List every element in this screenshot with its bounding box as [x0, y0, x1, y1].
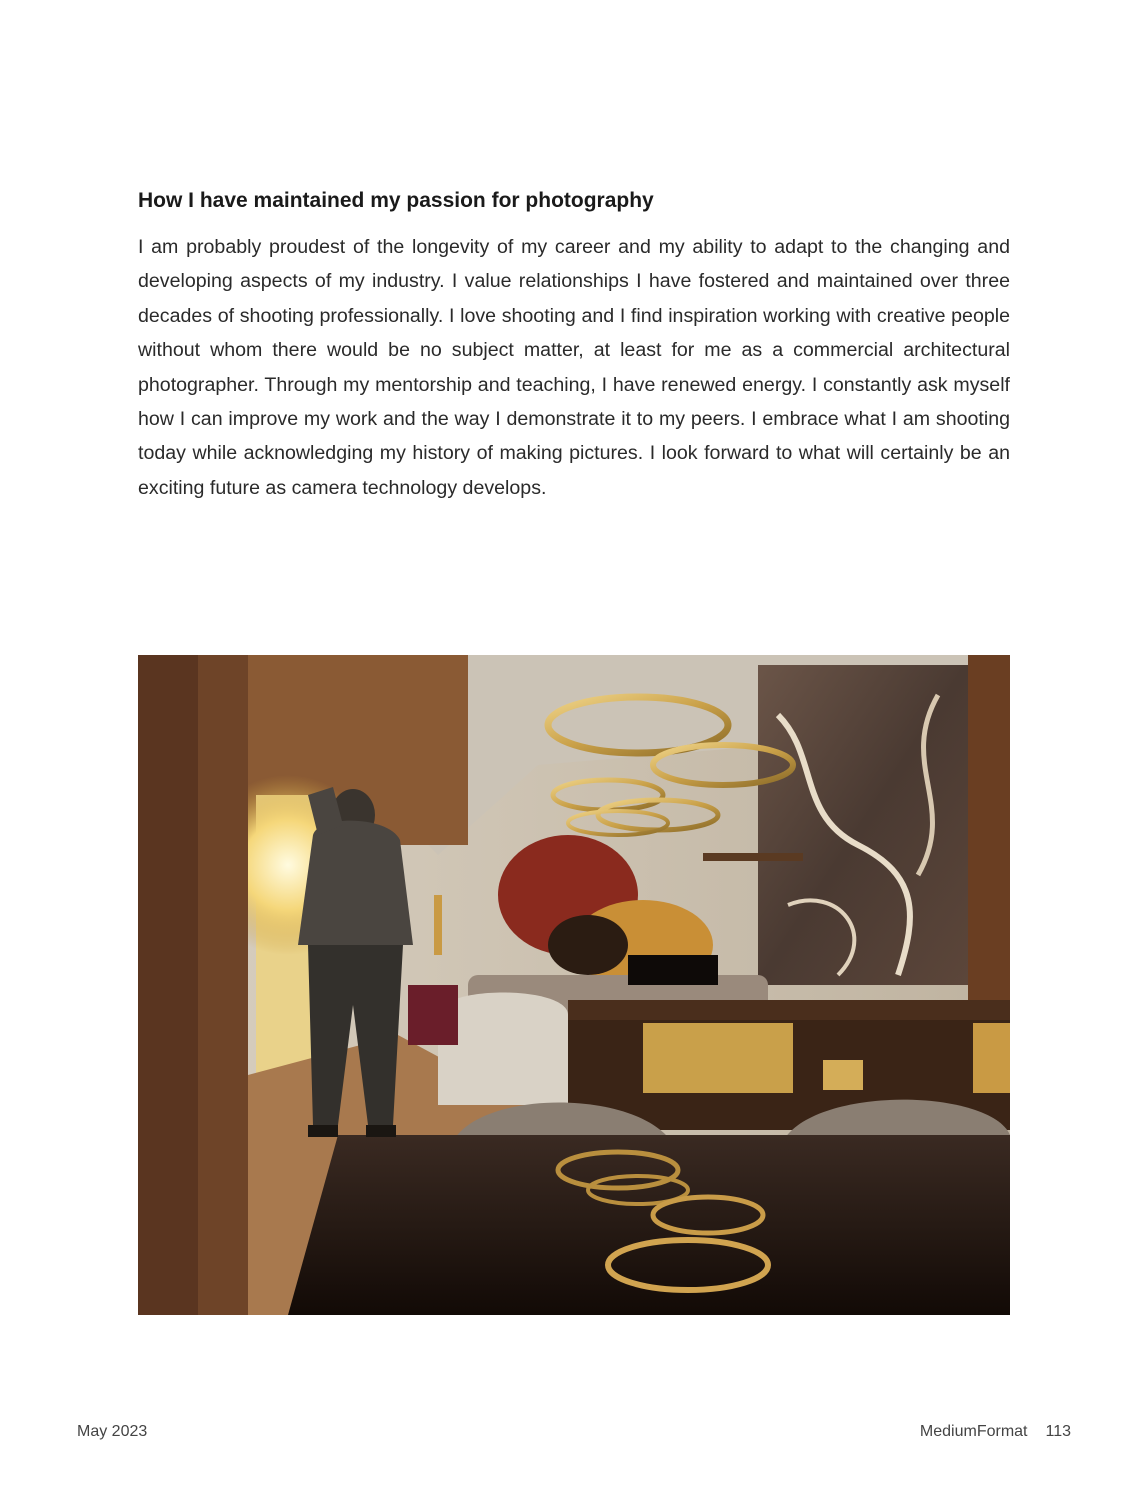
- section-heading: How I have maintained my passion for photography: [138, 189, 654, 212]
- article: [138, 186, 1010, 505]
- interior-photograph: [138, 655, 1010, 1315]
- page-number: 113: [1045, 1423, 1071, 1440]
- article-paragraph: I am probably proudest of the longevity of my career and my ability to adapt to the changing and developing aspects of my industry. I value relationships I have fostered and maintained over three decades of shooting professionally. I love shooting and I find inspiration working with creative people without whom there would be no subject matter, at least for me as a commercial architectural photographer. Through my mentorship and teaching, I have renewed energy. I constantly ask myself how I can improve my work and the way I demonstrate it to my peers. I embrace what I am shooting today while acknowledging my history of making pictures. I look forward to what will certainly be an exciting future as camera technology develops.: [138, 236, 1010, 499]
- publication-name: MediumFormat: [919, 1423, 1028, 1440]
- footer-publication-info: [920, 1422, 1071, 1442]
- footer-date: May 2023: [77, 1423, 148, 1440]
